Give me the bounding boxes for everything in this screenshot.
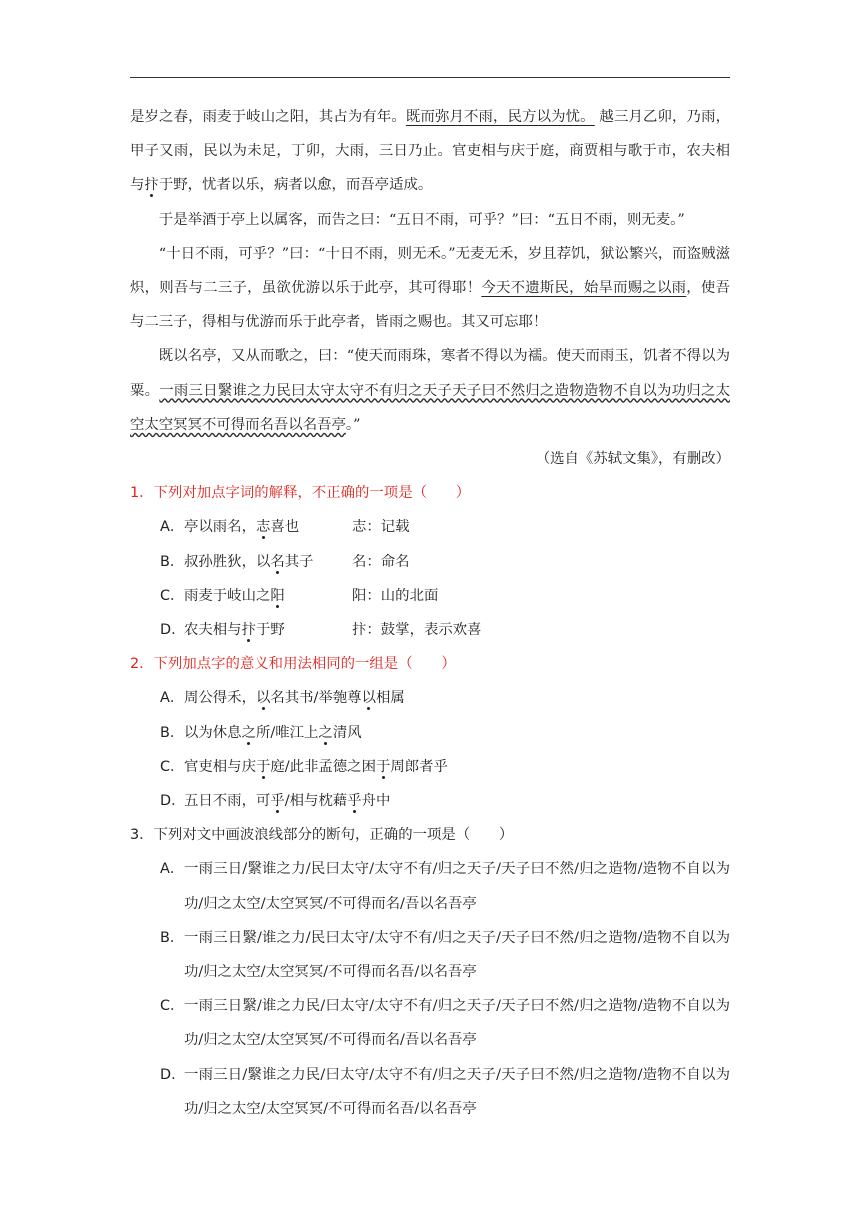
option-text: 五日不雨，可乎/相与枕藉乎舟中 xyxy=(184,793,391,810)
question-2-option-c[interactable] xyxy=(130,750,730,784)
option-label: A． xyxy=(160,519,185,536)
question-2-stem: 2．下列加点字的意义和用法相同的一组是（ ） xyxy=(130,656,456,673)
question-1-option-d[interactable] xyxy=(130,613,730,647)
option-label: C． xyxy=(160,758,185,775)
passage-paragraph-2 xyxy=(130,203,730,237)
option-explanation: 抃：鼓掌，表示欢喜 xyxy=(352,622,482,639)
option-text: 一雨三日/繄谁之力/民曰太守/太守不有/归之天子/天子曰不然/归之造物/造物不自以为功/归之太空/太空冥冥/不可得而名/吾以名吾亭 xyxy=(184,861,730,912)
option-label: C． xyxy=(160,587,185,604)
header-rule xyxy=(130,77,730,78)
dotted-char: 名 xyxy=(270,553,285,570)
dotted-char: 以 xyxy=(255,690,271,707)
option-text: 农夫相与抃于野 xyxy=(184,622,285,639)
option-label: B． xyxy=(160,553,185,570)
option-explanation: 志：记载 xyxy=(352,519,410,536)
question-3-option-a[interactable] xyxy=(130,852,730,920)
option-text: 一雨三日繄/谁之力民/曰太守/太守不有/归之天子/天子曰不然/归之造物/造物不自以为功/归之太空/太空冥冥/不可得而名/吾以名吾亭 xyxy=(184,998,730,1049)
option-text: 亭以雨名，志喜也 xyxy=(184,519,300,536)
passage-text: 是岁之春，雨麦于岐山之阳，其占为有年。 xyxy=(130,109,406,125)
passage-text: ，使吾与二三子，得相与优游而乐于此亭者，皆雨之赐也。其又可忘耶！ xyxy=(130,280,730,331)
option-label: D． xyxy=(160,1066,186,1083)
dotted-char: 乎 xyxy=(347,793,362,810)
option-text: 官吏相与庆于庭/此非孟德之困于周郎者乎 xyxy=(184,758,448,775)
option-text: 雨麦于岐山之阳 xyxy=(184,587,285,604)
question-3-stem: 3．下列对文中画波浪线部分的断句，正确的一项是（ ） xyxy=(130,827,514,844)
dotted-char: 于 xyxy=(375,758,391,775)
document-body xyxy=(130,100,730,1126)
question-1-stem: 1．下列对加点字词的解释，不正确的一项是（ ） xyxy=(130,485,471,502)
option-label: B． xyxy=(160,724,185,741)
dotted-char: 志 xyxy=(255,519,271,536)
question-1-option-a[interactable] xyxy=(130,510,730,544)
option-explanation: 阳：山的北面 xyxy=(352,587,439,604)
underlined-sentence: 既而弥月不雨，民方以为忧。 xyxy=(405,109,595,125)
option-label: A． xyxy=(160,861,185,878)
dotted-char: 之 xyxy=(241,724,256,741)
wavy-underlined-text: 一雨三日繄谁之力民曰太守太守不有归之天子天子曰不然归之造物造物不自以为功归之太空太空冥冥不可得而名吾以名吾亭 xyxy=(130,382,730,433)
option-text: 一雨三日/繄谁之力民/曰太守/太守不有/归之天子/天子曰不然/归之造物/造物不自以为功/归之太空/太空冥冥/不可得而名吾/以名吾亭 xyxy=(184,1066,730,1117)
question-3-option-d[interactable] xyxy=(130,1058,730,1126)
source-note: （选自《苏轼文集》，有删改） xyxy=(535,451,730,468)
dotted-char: 乎 xyxy=(270,793,285,810)
question-1-option-b[interactable] xyxy=(130,545,730,579)
passage-text: “十日不雨，可乎？”曰：“十日不雨，则无禾。”无麦无禾，岁且荐饥，狱讼繁兴，而盗贼滋炽，则吾与二三子，虽欲优游以乐于此亭，其可得耶！ xyxy=(130,245,730,297)
underlined-sentence: 今天不遗斯民，始旱而赐之以雨 xyxy=(481,280,687,297)
option-label: D． xyxy=(160,793,186,810)
dotted-char: 抃 xyxy=(144,177,159,194)
dotted-char: 以 xyxy=(361,690,376,707)
option-text: 以为休息之所/唯江上之清风 xyxy=(184,724,362,741)
dotted-char: 之 xyxy=(318,724,333,741)
option-text: 周公得禾，以名其书/举匏尊以相属 xyxy=(184,690,405,707)
question-2-option-a[interactable] xyxy=(130,681,730,715)
passage-paragraph-4 xyxy=(130,339,730,442)
passage-text: 既以名亭，又从而歌之，曰：“使天而雨珠，寒者不得以为襦。使天而雨玉，饥者不得以为粟。 xyxy=(130,348,730,399)
question-2-option-b[interactable] xyxy=(130,716,730,750)
option-label: A． xyxy=(160,690,185,707)
option-label: C． xyxy=(160,998,185,1015)
passage-paragraph-1 xyxy=(130,100,730,203)
option-text: 一雨三日繄/谁之力/民曰太守/太守不有/归之天子/天子曰不然/归之造物/造物不自以为功/归之太空/太空冥冥/不可得而名吾/以名吾亭 xyxy=(184,929,730,981)
passage-text: 。” xyxy=(345,416,361,433)
question-1-option-c[interactable] xyxy=(130,579,730,613)
question-3-option-c[interactable] xyxy=(130,989,730,1057)
option-text: 叔孙胜狄，以名其子 xyxy=(184,553,314,570)
option-label: D． xyxy=(160,622,186,639)
dotted-char: 抃 xyxy=(241,622,256,639)
option-explanation: 名：命名 xyxy=(352,553,410,570)
dotted-char: 于 xyxy=(255,758,271,775)
question-2-option-d[interactable] xyxy=(130,784,730,818)
passage-text: 于是举酒于亭上以属客，而告之曰：“五日不雨，可乎？”曰：“五日不雨，则无麦。” xyxy=(158,211,685,228)
option-label: B． xyxy=(160,929,185,946)
dotted-char: 阳 xyxy=(270,587,285,604)
passage-text: 于野，忧者以乐，病者以愈，而吾亭适成。 xyxy=(158,177,433,194)
passage-text: 越三月乙卯，乃雨，甲子又雨，民以为未足，丁卯，大雨，三日乃止。官吏相与庆于庭，商贾相与歌于市，农夫相与 xyxy=(130,109,730,194)
passage-paragraph-3 xyxy=(130,237,730,340)
question-3-option-b[interactable] xyxy=(130,921,730,989)
